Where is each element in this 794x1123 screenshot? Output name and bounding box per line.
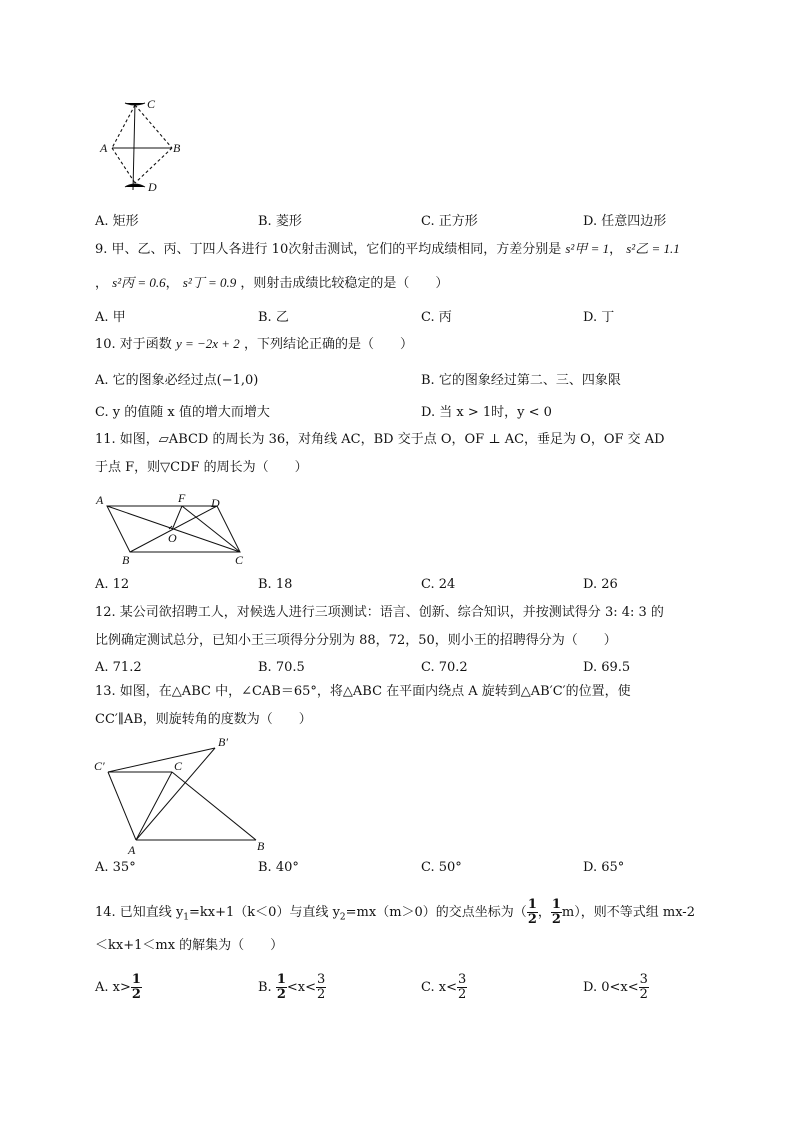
q14-stem-line2: ＜kx+1＜mx 的解集为（ ） xyxy=(95,938,284,953)
q14-option-d-text: D. 0<x< xyxy=(583,980,639,995)
q14-option-a-text: A. x> xyxy=(95,980,131,995)
q10-stem xyxy=(95,335,413,354)
q12-option-c[interactable]: C. 70.2 xyxy=(421,660,468,675)
q11-option-c[interactable]: C. 24 xyxy=(421,577,456,592)
q14-option-c-fraction: $\frac{3}{2}$ xyxy=(457,972,467,1002)
q14-stem-a: 14. 已知直线 y xyxy=(95,905,184,920)
q13-label-b: B xyxy=(257,839,265,853)
q9-variance-yi: s²乙 = 1.1 xyxy=(626,241,680,256)
q10-option-b[interactable]: B. 它的图象经过第二、三、四象限 xyxy=(421,373,621,388)
q14-option-c[interactable] xyxy=(421,973,467,1002)
q14-stem-line1: 14. 已知直线 $y_1=kx+1(k<0)$与直线 $y_2=mx(m>0)$的交点坐标为（ $\frac{1}{2}$ ， $\frac{1}{2}$ m），则不等式组 mx-2 xyxy=(95,897,695,927)
q9-option-d[interactable]: D. 丁 xyxy=(583,310,615,325)
q9-variance-ding: s²丁 = 0.9 xyxy=(182,275,237,290)
q12-option-a[interactable]: A. 71.2 xyxy=(95,660,142,675)
q13-rotation-diagram xyxy=(90,730,275,858)
q9-variance-bing: s²丙 = 0.6 xyxy=(112,275,166,290)
q11-option-a[interactable]: A. 12 xyxy=(95,577,130,592)
q8-option-a[interactable]: A. 矩形 xyxy=(95,214,139,229)
q9-stem-tail: ，则射击成绩比较稳定的是（ ） xyxy=(240,276,449,291)
q13-label-c: C xyxy=(174,759,183,773)
q13-label-b-prime: B′ xyxy=(218,735,228,749)
q14-option-c-text: C. x< xyxy=(421,980,457,995)
q9-comma: ， xyxy=(95,276,109,291)
q13-label-c-prime: C′ xyxy=(94,759,105,773)
q10-option-d[interactable]: D. 当 x > 1时，y < 0 xyxy=(421,405,552,420)
q12-stem-line2: 比例确定测试总分，已知小王三项得分分别为 88，72，50，则小王的招聘得分为（ ） xyxy=(95,633,617,648)
q11-label-d: D xyxy=(211,496,220,510)
q8-label-c: C xyxy=(147,97,156,111)
q14-option-d-fraction: $\frac{3}{2}$ xyxy=(639,972,648,1002)
q13-stem-line1: 13. 如图，在△ABC 中，∠CAB＝65°，将△ABC 在平面内绕点 A 旋转到△AB′C′的位置，使 xyxy=(95,684,631,699)
q10-stem-tail: ，下列结论正确的是（ ） xyxy=(243,337,413,352)
q8-option-d[interactable]: D. 任意四边形 xyxy=(583,214,667,229)
q10-option-c[interactable]: C. y 的值随 x 值的增大而增大 xyxy=(95,405,270,420)
q9-variance-jia: s²甲 = 1 xyxy=(565,241,610,256)
q14-option-d[interactable] xyxy=(583,973,649,1002)
q8-label-a: A xyxy=(100,141,108,155)
q14-stem-b: =kx+1（k＜0）与直线 y xyxy=(189,905,340,920)
q14-option-a[interactable] xyxy=(95,973,142,1002)
q13-option-a[interactable]: A. 35° xyxy=(95,860,136,875)
q14-option-a-fraction: $\frac{1}{2}$ xyxy=(131,972,141,1002)
q14-sub-2: 2 xyxy=(339,912,346,923)
q14-fraction-half-x: $\frac{1}{2}$ xyxy=(527,897,537,927)
q11-stem-line1: 11. 如图，▱ABCD 的周长为 36，对角线 AC，BD 交于点 O，OF ⊥ AC，垂足为 O，OF 交 AD xyxy=(95,432,665,447)
q14-option-b-fraction-right: $\frac{3}{2}$ xyxy=(317,972,326,1002)
q8-label-d: D xyxy=(148,180,157,194)
q11-label-c: C xyxy=(235,553,244,567)
q12-stem-line1: 12. 某公司欲招聘工人，对候选人进行三项测试：语言、创新、综合知识，并按测试得分 3: 4: 3 的 xyxy=(95,605,664,620)
q14-fraction-half-y: $\frac{1}{2}$ xyxy=(551,897,561,927)
q13-label-a: A xyxy=(128,843,136,857)
q12-option-d[interactable]: D. 69.5 xyxy=(583,660,631,675)
q14-stem-d: m），则不等式组 mx-2 xyxy=(561,905,695,920)
q14-option-b-mid: <x< xyxy=(286,980,316,995)
q9-stem-2: ， s²丙 = 0.6， s²丁 = 0.9 ，则射击成绩比较稳定的是（ ） xyxy=(95,275,449,291)
q8-label-b: B xyxy=(173,141,181,155)
q8-option-c[interactable]: C. 正方形 xyxy=(421,214,478,229)
q9-stem: 9. 甲、乙、丙、丁四人各进行 10次射击测试，它们的平均成绩相同，方差分别是 s²甲 = 1， s²乙 = 1.1 xyxy=(95,241,680,257)
q11-label-f: F xyxy=(178,491,186,505)
q14-sub-1: 1 xyxy=(183,912,190,923)
q10-option-a[interactable]: A. 它的图象必经过点(−1,0) xyxy=(95,373,259,388)
q11-label-o: O xyxy=(168,531,177,545)
q14-option-b[interactable] xyxy=(258,973,326,1002)
q12-option-b[interactable]: B. 70.5 xyxy=(258,660,305,675)
q13-option-b[interactable]: B. 40° xyxy=(258,860,299,875)
q10-function: y = −2x + 2 xyxy=(175,336,240,351)
q9-option-b[interactable]: B. 乙 xyxy=(258,310,289,325)
q11-option-b[interactable]: B. 18 xyxy=(258,577,293,592)
q11-label-b: B xyxy=(122,553,130,567)
q14-option-b-text: B. xyxy=(258,980,276,995)
q9-option-c[interactable]: C. 丙 xyxy=(421,310,452,325)
q13-option-d[interactable]: D. 65° xyxy=(583,860,625,875)
q13-stem-line2: CC′∥AB，则旋转角的度数为（ ） xyxy=(95,712,312,727)
q10-stem-head: 10. 对于函数 xyxy=(95,337,172,352)
q9-option-a[interactable]: A. 甲 xyxy=(95,310,126,325)
q11-parallelogram-diagram xyxy=(92,490,252,570)
q11-stem-line2: 于点 F，则▽CDF 的周长为（ ） xyxy=(95,460,308,475)
q11-label-a: A xyxy=(96,493,104,507)
q8-option-b[interactable]: B. 菱形 xyxy=(258,214,302,229)
q11-option-d[interactable]: D. 26 xyxy=(583,577,618,592)
q14-stem-c: =mx（m＞0）的交点坐标为（ xyxy=(345,905,527,920)
q14-option-b-fraction-left: $\frac{1}{2}$ xyxy=(276,972,286,1002)
q13-option-c[interactable]: C. 50° xyxy=(421,860,462,875)
q8-rhombus-construction-diagram xyxy=(95,95,190,195)
q9-stem-line1: 9. 甲、乙、丙、丁四人各进行 10次射击测试，它们的平均成绩相同，方差分别是 xyxy=(95,242,562,257)
